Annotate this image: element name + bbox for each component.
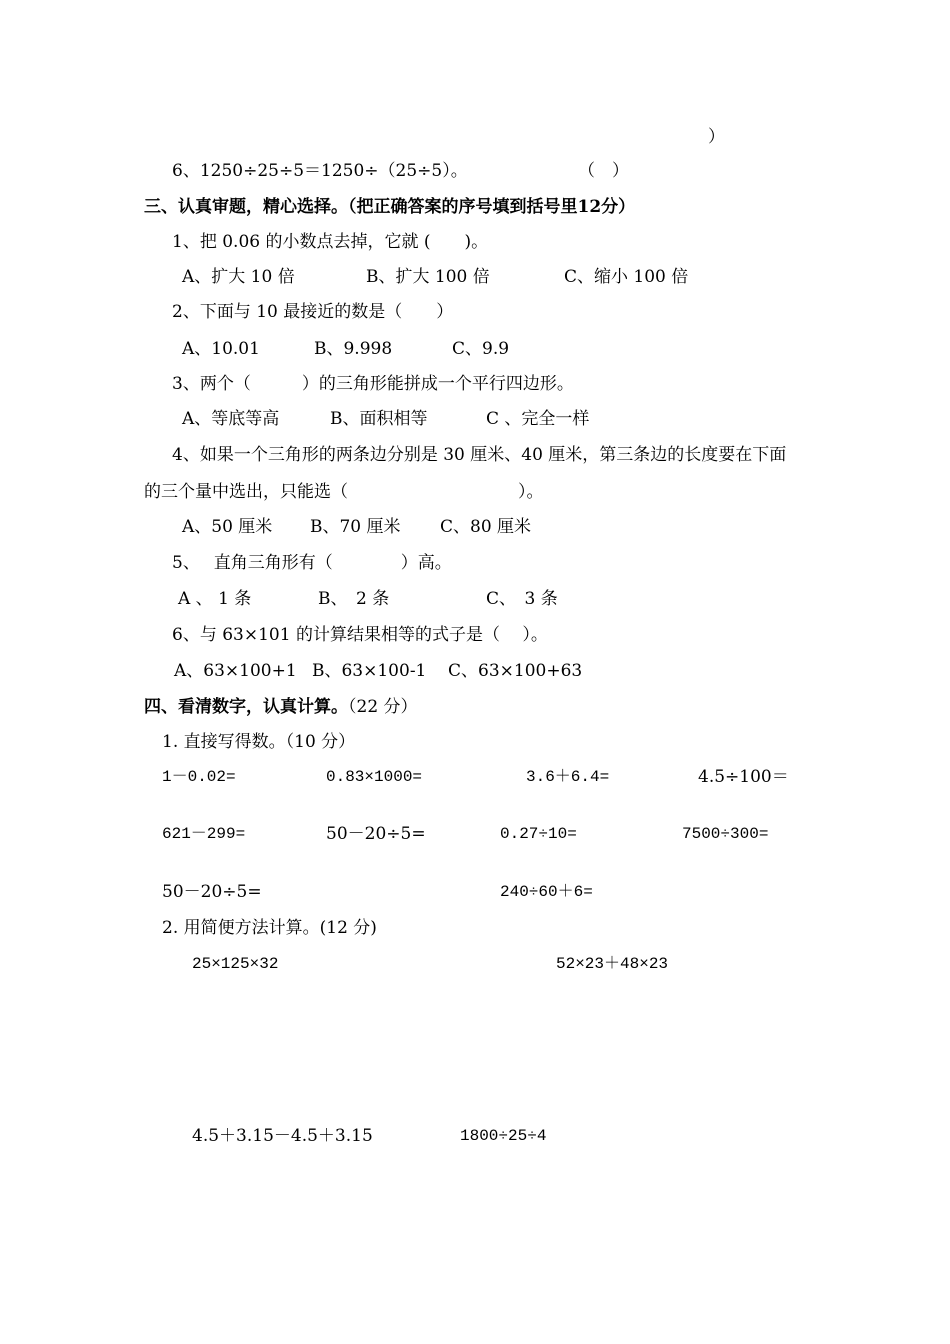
option-c: C、9.9 xyxy=(452,339,510,359)
option-b: B、面积相等 xyxy=(330,409,428,429)
section-4-points: （22 分） xyxy=(348,697,418,717)
part-1-title: 1. 直接写得数。（10 分） xyxy=(162,732,356,752)
simplify-calc-item: 52×23＋48×23 xyxy=(556,955,669,973)
mental-calc-item: 3.6＋6.4= xyxy=(526,768,610,786)
section-4-heading: 四、看清数字，认真计算。 xyxy=(144,697,348,717)
option-c: C、缩小 100 倍 xyxy=(564,267,689,287)
mental-calc-item: 621－299= xyxy=(162,825,246,843)
part-2-title: 2. 用简便方法计算。(12 分) xyxy=(162,918,377,938)
question-3-4-continued: 的三个量中选出，只能选（ ）。 xyxy=(144,482,544,502)
question-3-1: 1、把 0.06 的小数点去掉，它就 ( )。 xyxy=(172,232,489,252)
option-b: B、70 厘米 xyxy=(310,517,401,537)
option-b: B、63×100-1 xyxy=(312,661,427,681)
section-3-heading: 三、认真审题，精心选择。（把正确答案的序号填到括号里12分） xyxy=(144,197,636,217)
answer-bracket: （ ） xyxy=(578,161,629,181)
question-3-3: 3、两个（ ）的三角形能拼成一个平行四边形。 xyxy=(172,374,574,394)
mental-calc-item: 0.27÷10= xyxy=(500,825,577,843)
question-3-2: 2、下面与 10 最接近的数是（ ） xyxy=(172,302,454,322)
option-c: C、63×100+63 xyxy=(448,661,583,681)
option-a: A、63×100+1 xyxy=(174,661,297,681)
option-a: A 、 1 条 xyxy=(178,589,252,609)
question-3-4: 4、如果一个三角形的两条边分别是 30 厘米、40 厘米，第三条边的长度要在下面 xyxy=(172,445,787,465)
option-b: B、9.998 xyxy=(314,339,393,359)
simplify-calc-item: 1800÷25÷4 xyxy=(460,1127,547,1145)
option-b: B、扩大 100 倍 xyxy=(366,267,490,287)
section-4-heading-line xyxy=(144,696,418,718)
mental-calc-item: 0.83×1000= xyxy=(326,768,423,786)
mental-calc-item: 4.5÷100＝ xyxy=(698,767,789,787)
option-b: B、 2 条 xyxy=(318,589,390,609)
option-a: A、等底等高 xyxy=(182,409,280,429)
mental-calc-item: 50－20÷5= xyxy=(162,882,262,902)
option-c: C、 3 条 xyxy=(486,589,558,609)
simplify-calc-item: 4.5＋3.15－4.5＋3.15 xyxy=(192,1126,373,1146)
question-3-5: 5、 直角三角形有（ ）高。 xyxy=(172,553,452,573)
mental-calc-item: 7500÷300= xyxy=(682,825,769,843)
simplify-calc-item: 25×125×32 xyxy=(192,955,279,973)
option-a: A、扩大 10 倍 xyxy=(182,267,295,287)
mental-calc-item: 50－20÷5= xyxy=(326,824,426,844)
mental-calc-item: 240÷60＋6= xyxy=(500,883,593,901)
option-c: C、80 厘米 xyxy=(440,517,532,537)
stray-paren: ） xyxy=(708,127,725,147)
option-a: A、50 厘米 xyxy=(182,517,273,537)
question-3-6: 6、与 63×101 的计算结果相等的式子是（ ）。 xyxy=(172,625,548,645)
option-a: A、10.01 xyxy=(182,339,260,359)
option-c: C 、完全一样 xyxy=(486,409,590,429)
question-2-6: 6、1250÷25÷5＝1250÷（25÷5）。 xyxy=(172,161,468,181)
mental-calc-item: 1－0.02= xyxy=(162,768,236,786)
